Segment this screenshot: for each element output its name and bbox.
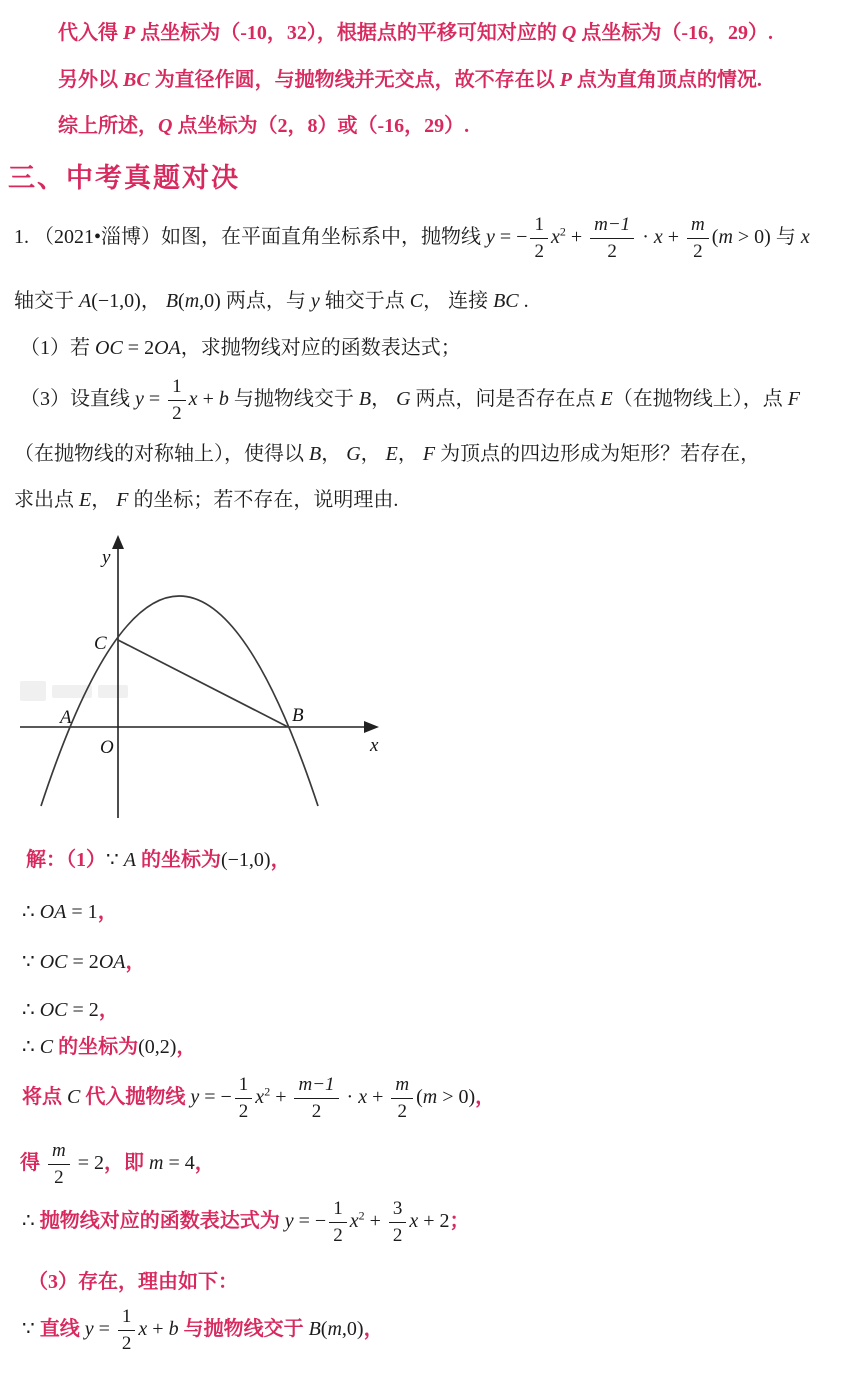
text-segment: · bbox=[341, 1085, 359, 1108]
text-segment: x bbox=[800, 225, 810, 248]
x-axis-arrow bbox=[364, 721, 379, 733]
text-segment: + bbox=[197, 387, 219, 410]
text-segment: 直线 bbox=[39, 1317, 85, 1340]
text-segment: ； bbox=[449, 1209, 470, 1232]
text-segment: ， bbox=[360, 443, 386, 465]
intro-line-3 bbox=[58, 113, 469, 140]
text-segment: = bbox=[143, 387, 166, 410]
text-segment: y bbox=[284, 1209, 294, 1232]
problem-line-2 bbox=[14, 288, 529, 315]
solution-line-7 bbox=[20, 1140, 215, 1189]
label-point-B: B bbox=[292, 705, 304, 726]
text-segment: 点坐标为（-10，32），根据点的平移可知对应的 bbox=[135, 22, 562, 44]
text-segment: 点坐标为（2，8）或（-16，29）. bbox=[172, 115, 470, 137]
text-segment: ( bbox=[320, 1317, 328, 1340]
fraction: $\frac{m}{2}$ bbox=[687, 214, 709, 263]
text-segment: 求出点 bbox=[14, 489, 79, 511]
text-segment: > 0) bbox=[437, 1085, 476, 1108]
fraction: $\frac{m}{2}$ bbox=[391, 1074, 413, 1123]
text-segment: F bbox=[116, 489, 129, 511]
text-segment: （在抛物线上），点 bbox=[612, 387, 788, 410]
text-segment: 与抛物线交于 bbox=[178, 1317, 309, 1340]
text-segment: 的坐标；若不存在，说明理由. bbox=[128, 489, 399, 511]
text-segment: 综上所述， bbox=[58, 115, 158, 137]
text-segment: OC bbox=[39, 951, 68, 973]
solution-line-10 bbox=[22, 1306, 384, 1355]
text-segment: 点为直角顶点的情况. bbox=[571, 69, 762, 91]
text-segment: y bbox=[486, 225, 495, 248]
text-segment: x bbox=[409, 1209, 419, 1232]
fraction: $\frac{1}{2}$ bbox=[329, 1198, 347, 1247]
text-segment: x bbox=[550, 225, 560, 248]
text-segment: ∴ bbox=[22, 1209, 40, 1232]
text-segment: (0,2) bbox=[138, 1036, 177, 1058]
text-segment: ( bbox=[711, 225, 719, 248]
text-segment: x bbox=[349, 1209, 359, 1232]
text-segment: 即 bbox=[124, 1151, 150, 1174]
text-segment: 轴交于 bbox=[14, 290, 79, 312]
text-segment: 点坐标为（-16，29）. bbox=[576, 22, 774, 44]
text-segment: C bbox=[409, 290, 424, 312]
text-segment: + bbox=[367, 1085, 389, 1108]
text-segment: ，求抛物线对应的函数表达式； bbox=[180, 337, 461, 359]
watermark bbox=[20, 681, 128, 701]
text-segment: · bbox=[637, 225, 654, 248]
problem-line-4 bbox=[20, 376, 800, 425]
text-segment: E bbox=[79, 489, 92, 511]
text-segment: 与抛物线交于 bbox=[228, 387, 359, 410]
text-segment: 代入得 bbox=[58, 22, 123, 44]
text-segment: = 2 bbox=[122, 337, 155, 359]
text-segment: 的坐标为 bbox=[135, 849, 221, 871]
text-segment: x bbox=[255, 1085, 265, 1108]
text-segment: OC bbox=[95, 337, 123, 359]
text-segment: （在抛物线的对称轴上），使得以 bbox=[14, 443, 309, 465]
text-segment: ∵ bbox=[22, 951, 40, 973]
text-segment: = 1 bbox=[66, 901, 98, 923]
solution-line-1 bbox=[26, 847, 291, 874]
text-segment: F bbox=[422, 443, 436, 465]
text-segment: ， bbox=[97, 901, 118, 923]
text-segment: = − bbox=[199, 1085, 232, 1108]
text-segment: ， bbox=[104, 1151, 125, 1174]
text-segment: . bbox=[518, 290, 529, 312]
text-segment: x bbox=[653, 225, 663, 248]
text-segment: (−1,0) bbox=[220, 849, 271, 871]
fraction: $\frac{1}{2}$ bbox=[235, 1074, 253, 1123]
text-segment: C bbox=[67, 1085, 81, 1108]
segment-CB bbox=[118, 640, 288, 727]
text-segment: 抛物线对应的函数表达式为 bbox=[39, 1209, 285, 1232]
text-segment: B bbox=[165, 290, 179, 312]
label-y-axis: y bbox=[102, 547, 111, 568]
text-segment: G bbox=[346, 443, 361, 465]
text-segment: m bbox=[422, 1085, 438, 1108]
text-segment: B bbox=[308, 1317, 321, 1340]
fraction: $\frac{1}{2}$ bbox=[168, 376, 186, 425]
text-segment: ,0) 两点，与 bbox=[199, 290, 311, 312]
text-segment: + bbox=[565, 225, 588, 248]
text-segment: 为直径作圆，与抛物线并无交点，故不存在以 bbox=[149, 69, 560, 91]
text-segment: 为顶点的四边形成为矩形？若存在， bbox=[435, 443, 761, 465]
text-segment: ， bbox=[270, 849, 291, 871]
text-segment: m bbox=[149, 1151, 164, 1174]
y-axis-arrow bbox=[112, 535, 124, 549]
intro-line-2 bbox=[58, 67, 762, 94]
text-segment: = − bbox=[293, 1209, 327, 1232]
text-segment: x bbox=[358, 1085, 368, 1108]
text-segment: 与 bbox=[770, 225, 801, 248]
label-origin: O bbox=[100, 737, 114, 758]
text-segment: ， 连接 bbox=[423, 290, 494, 312]
section-heading: 三、中考真题对决 bbox=[8, 163, 240, 193]
text-segment: ∵ bbox=[22, 1317, 40, 1340]
parabola-figure bbox=[18, 533, 390, 828]
fraction: $\frac{m-1}{2}$ bbox=[590, 214, 634, 263]
text-segment: ， bbox=[475, 1085, 496, 1108]
superscript: 2 bbox=[264, 1084, 271, 1099]
text-segment: = 4 bbox=[163, 1151, 195, 1174]
label-x-axis: x bbox=[370, 735, 379, 756]
text-segment: ， bbox=[363, 1317, 384, 1340]
text-segment: OA bbox=[98, 951, 126, 973]
text-segment: 轴交于点 bbox=[319, 290, 410, 312]
text-segment: ， bbox=[194, 1151, 215, 1174]
fraction: $\frac{m}{2}$ bbox=[48, 1140, 70, 1189]
text-segment: （3）存在，理由如下： bbox=[28, 1271, 238, 1293]
problem-line-3 bbox=[20, 335, 461, 362]
text-segment: ∴ bbox=[22, 901, 40, 923]
text-segment: ( bbox=[416, 1085, 423, 1108]
text-segment: A bbox=[79, 290, 92, 312]
text-segment: y bbox=[84, 1317, 94, 1340]
text-segment: > 0) bbox=[732, 225, 771, 248]
text-segment: m bbox=[327, 1317, 342, 1340]
text-segment: ∴ bbox=[22, 1036, 40, 1058]
solution-line-3 bbox=[22, 949, 145, 976]
text-segment: + bbox=[147, 1317, 169, 1340]
text-segment: = 2 bbox=[67, 951, 99, 973]
text-segment: ， bbox=[125, 951, 146, 973]
solution-line-4 bbox=[22, 997, 119, 1024]
superscript: 2 bbox=[358, 1208, 365, 1223]
text-segment: P bbox=[559, 69, 572, 91]
solution-line-6 bbox=[22, 1074, 495, 1123]
text-segment: x bbox=[138, 1317, 148, 1340]
text-segment: 两点，问是否存在点 bbox=[410, 387, 601, 410]
text-segment: ∴ bbox=[22, 999, 40, 1021]
text-segment: = 2 bbox=[67, 999, 99, 1021]
text-segment: = 2 bbox=[72, 1151, 105, 1174]
text-segment: G bbox=[396, 387, 411, 410]
text-segment: ,0) bbox=[341, 1317, 364, 1340]
label-point-A: A bbox=[60, 707, 72, 728]
text-segment: ， bbox=[98, 999, 119, 1021]
text-segment: BC bbox=[493, 290, 519, 312]
text-segment: ∵ bbox=[106, 849, 124, 871]
text-segment: m bbox=[718, 225, 733, 248]
text-segment: Q bbox=[158, 115, 173, 137]
superscript: 2 bbox=[559, 224, 566, 239]
text-segment: x bbox=[188, 387, 198, 410]
text-segment: b bbox=[168, 1317, 179, 1340]
intro-line-1 bbox=[58, 20, 773, 47]
text-segment: OA bbox=[154, 337, 181, 359]
text-segment: y bbox=[310, 290, 320, 312]
solution-line-2 bbox=[22, 899, 118, 926]
text-segment: 将点 bbox=[22, 1085, 67, 1108]
fraction: $\frac{1}{2}$ bbox=[118, 1306, 136, 1355]
label-point-C: C bbox=[94, 633, 107, 654]
text-segment: + bbox=[662, 225, 685, 248]
text-segment: ， bbox=[371, 387, 397, 410]
text-segment: b bbox=[218, 387, 229, 410]
text-segment: (−1,0)， bbox=[91, 290, 166, 312]
text-segment: BC bbox=[123, 69, 150, 91]
problem-line-6 bbox=[14, 487, 398, 514]
solution-line-5 bbox=[22, 1034, 196, 1061]
fraction: $\frac{m-1}{2}$ bbox=[294, 1074, 338, 1123]
text-segment: 解： bbox=[26, 849, 66, 871]
text-segment: = bbox=[93, 1317, 115, 1340]
problem-line-1 bbox=[14, 214, 810, 263]
fraction: $\frac{3}{2}$ bbox=[389, 1198, 407, 1247]
text-segment: y bbox=[135, 387, 144, 410]
text-segment: B bbox=[309, 443, 322, 465]
text-segment: F bbox=[787, 387, 800, 410]
text-segment: E bbox=[600, 387, 613, 410]
text-segment: + bbox=[364, 1209, 386, 1232]
text-segment: ， bbox=[397, 443, 423, 465]
text-segment: 的坐标为 bbox=[53, 1036, 139, 1058]
text-segment: A bbox=[123, 849, 136, 871]
fraction: $\frac{1}{2}$ bbox=[530, 214, 548, 263]
text-segment: E bbox=[385, 443, 398, 465]
text-segment: （3）设直线 bbox=[20, 387, 135, 410]
text-segment: + bbox=[270, 1085, 292, 1108]
solution-line-8 bbox=[22, 1198, 470, 1247]
text-segment: 代入抛物线 bbox=[80, 1085, 191, 1108]
text-segment: ， bbox=[321, 443, 347, 465]
problem-line-5 bbox=[14, 441, 760, 468]
text-segment: ( bbox=[178, 290, 185, 312]
text-segment: + 2 bbox=[418, 1209, 450, 1232]
text-segment: （1）若 bbox=[20, 337, 95, 359]
parabola-curve bbox=[41, 596, 318, 806]
text-segment: y bbox=[190, 1085, 200, 1108]
text-segment: （1） bbox=[66, 849, 106, 871]
text-segment: m bbox=[184, 290, 200, 312]
text-segment: 另外以 bbox=[58, 69, 123, 91]
text-segment: ， bbox=[176, 1036, 197, 1058]
text-segment: ， bbox=[91, 489, 117, 511]
text-segment: Q bbox=[561, 22, 577, 44]
text-segment: = − bbox=[494, 225, 528, 248]
text-segment: C bbox=[39, 1036, 54, 1058]
text-segment: OA bbox=[39, 901, 67, 923]
text-segment: P bbox=[123, 22, 136, 44]
text-segment: B bbox=[358, 387, 372, 410]
solution-line-9 bbox=[28, 1269, 238, 1296]
text-segment: 得 bbox=[20, 1151, 45, 1174]
text-segment: 1. （2021•淄博）如图，在平面直角坐标系中，抛物线 bbox=[14, 225, 487, 248]
text-segment: OC bbox=[39, 999, 68, 1021]
